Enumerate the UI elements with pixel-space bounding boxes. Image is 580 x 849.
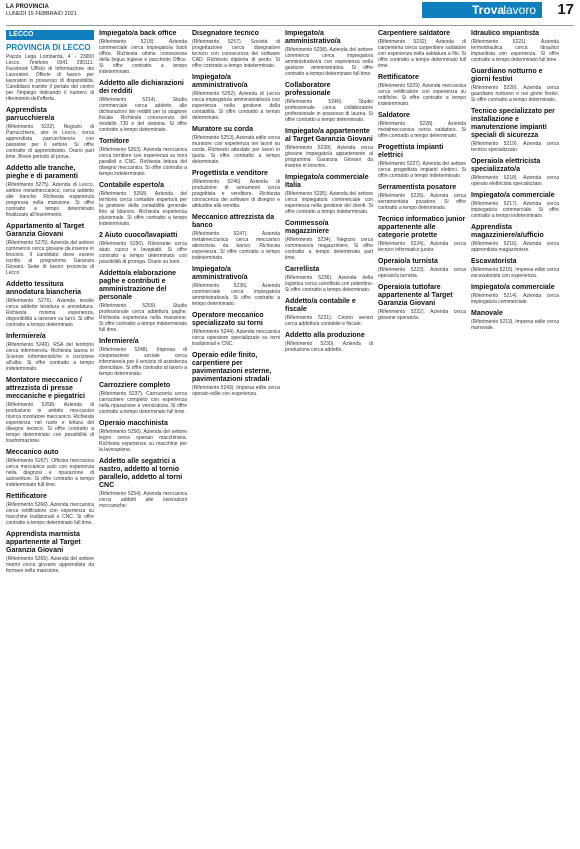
job-listing: [192, 312, 280, 347]
job-title: Carrellista: [285, 266, 320, 273]
job-title: Addetto tessitura annodatura biancheria: [6, 281, 82, 296]
job-title: Meccanico auto: [6, 449, 59, 456]
job-title: Tecnico specializzato per installazione e manutenzione impianti speciali di sicurezza: [471, 108, 555, 139]
job-description: (Riferimento 5222). Azienda cerca giovane operaio/a.: [378, 309, 466, 321]
job-description: (Riferimento 5256). Azienda del settore legno cerca operaio macchinista. Richiesta esperienza su macchine per la lavorazione.: [99, 429, 187, 453]
job-listing: [6, 223, 94, 276]
job-listing: [99, 232, 187, 265]
job-title: Impiegato/a commerciale: [471, 192, 555, 199]
job-title: Serramentista posatore: [378, 184, 457, 191]
job-listing: [285, 82, 373, 123]
job-description: (Riferimento 5239). Azienda cerca giovane impiegato/a appartenente al programma Garanzia Giovani da inserire in tirocinio.: [285, 145, 373, 169]
listing-column: [378, 30, 466, 845]
job-description: (Riferimento 5238). Azienda del settore commercio cerca impiegato/a amministrativo/a con esperienza nella gestione amministrativa. Si offre contratto a tempo determinato full time.: [285, 47, 373, 77]
job-description: (Riferimento 5266). Azienda meccanica cerca rettificatore con esperienza su macchine tradizionali e CNC. Si offre contratto a tempo determinato full time.: [6, 502, 94, 526]
listings-area: [6, 30, 574, 845]
job-description: (Riferimento 5250). Ristorante cerca aiuto cuoco e lavapiatti. Si offre contratto a tempo determinato con possibilità di proroga. Orario su turni.: [99, 241, 187, 265]
job-title: Operaio/a turnista: [378, 258, 438, 265]
job-description: (Riferimento 5240). Studio professionale cerca collaboratore professionale in possesso di laurea. Si offre contratto a tempo determinato.: [285, 99, 373, 123]
listing-column: [99, 30, 187, 845]
job-title: Guardiano notturno e giorni festivi: [471, 68, 543, 83]
job-listing: [6, 165, 94, 218]
job-listing: [192, 74, 280, 121]
job-description: (Riferimento 5254). Azienda meccanica cerca addetti alle lavorazioni meccaniche.: [99, 491, 187, 509]
brand-sub: lavoro: [503, 3, 536, 17]
job-listing: [285, 298, 373, 327]
job-listing: [99, 338, 187, 377]
job-description: (Riferimento 5232). Negozio di Parrucchiere, sito in Lecco, cerca apprendista parrucchiere/a con passione per il settore. Si offre contratto di apprendistato. Orario part time. Breve periodo di prova.: [6, 124, 94, 160]
job-description: (Riferimento 5246). Azienda di produzione di serramenti cerca progettista e venditore. Richiesta conoscenza dei software di disegno e attitudine alla vendita.: [192, 179, 280, 209]
job-description: (Riferimento 5221). Azienda termoidraulica cerca idraulico impiantista con esperienza. Si offre contratto a tempo determinato full time.: [471, 39, 559, 63]
job-listing: [99, 80, 187, 133]
job-listing: [192, 214, 280, 261]
header-rule: [6, 25, 574, 26]
job-description: (Riferimento 5213). Impresa edile cerca manovale.: [471, 319, 559, 331]
job-description: (Riferimento 5215). Impresa edile cerca escavatorista con esperienza.: [471, 267, 559, 279]
job-listing: [285, 174, 373, 215]
section-intro: Piazza Lega Lombarda, 4 - 23900 Lecco. Telefono 0341 295111. Facebook Ufficio di Informazione dei Lavoratori. Offerte di lavoro per lavoratori in possesso di disponibilità. Candidarsi tramite il portale del centro per l'impiego indicando il numero di riferimento dell'offerta.: [6, 54, 94, 102]
job-listing: [99, 382, 187, 415]
job-description: (Riferimento 5223). Azienda cerca operaio/a turnista.: [378, 267, 466, 279]
job-description: (Riferimento 5226). Azienda cerca serramentista posatore. Si offre contratto a tempo determinato.: [378, 193, 466, 211]
job-listing: [6, 377, 94, 444]
job-description: (Riferimento 5231). Centro servizi cerca addetto/a contabile e fiscale.: [285, 315, 373, 327]
job-title: Operatore meccanico specializzato su torni: [192, 312, 264, 327]
job-listing: [99, 420, 187, 453]
job-title: Disegnatore tecnico: [192, 30, 259, 37]
job-title: Apprendista magazziniere/a/ufficio: [471, 224, 544, 239]
job-title: Impiegato/a amministrativo/a: [192, 266, 248, 281]
job-description: (Riferimento 5230). Azienda di produzione cerca addetto.: [285, 341, 373, 353]
job-listing: [471, 258, 559, 279]
listing-column: [6, 30, 94, 845]
job-listing: [285, 220, 373, 261]
job-title: Infermiere/a: [6, 333, 46, 340]
job-title: Carpentiere saldatore: [378, 30, 450, 37]
job-description: (Riferimento 5257). Società di progettazione cerca disegnatore tecnico con conoscenza dei software CAD. Richiesto diploma di perito. Si offre contratto a tempo indeterminato.: [192, 39, 280, 69]
job-listing: [378, 284, 466, 321]
job-description: (Riferimento 5253). Azienda edile cerca muratore con esperienza nei lavori su corda. Richiesto attestato per lavori in quota. Si offre contratto a tempo determinato.: [192, 135, 280, 165]
job-title: Operaio edile finito, carpentiere per pavimentazioni esterne, pavimentazioni stradali: [192, 352, 272, 383]
job-description: (Riferimento 5259). Studio professionale cerca addetto/a paghe. Richiesta esperienza nella mansione. Si offre contratto a tempo indeterminato full time.: [99, 303, 187, 333]
job-description: (Riferimento 5214). Azienda cerca impiegato/a commerciale.: [471, 293, 559, 305]
job-listing: [471, 224, 559, 253]
job-title: Apprendista parrucchiere/a: [6, 107, 55, 122]
publication-info: [6, 4, 77, 18]
job-description: (Riferimento 5275). Azienda di Lecco, settore metalmeccanico, cerca addetto alle tranche. Richiesta esperienza pregressa nella mansione. Si offre contratto a tempo determinato finalizzato all'inserimento.: [6, 182, 94, 218]
job-title: Progettista impianti elettrici: [378, 144, 444, 159]
job-title: Operaio macchinista: [99, 420, 168, 427]
job-description: (Riferimento 5220). Azienda cerca guardiano notturno e nei giorni festivi. Si offre contratto a tempo determinato.: [471, 85, 559, 103]
job-listing: [285, 128, 373, 169]
job-listing: [6, 107, 94, 160]
job-listing: [378, 112, 466, 139]
job-title: Commesso/a magazziniere: [285, 220, 329, 235]
job-listing: [6, 333, 94, 372]
job-listing: [192, 30, 280, 69]
job-title: Escavatorista: [471, 258, 517, 265]
job-title: Apprendista marmista appartenente al Target Garanzia Giovani: [6, 531, 81, 554]
job-description: (Riferimento 5268). Azienda del territorio cerca contabile esperto/a per la gestione della contabilità generale fino al bilancio. Richiesta esperienza pluriennale. Si offre contratto a tempo indeterminato.: [99, 191, 187, 227]
job-description: (Riferimento 5218). Azienda commerciale cerca impiegato/a back office. Richiesta ottima conoscenza della lingua inglese e pacchetto Office. Si offre contratto a tempo indeterminato.: [99, 39, 187, 75]
publication-name: LA PROVINCIA: [6, 4, 49, 10]
job-description: (Riferimento 5243). Impresa edile cerca operaio edile con esperienza.: [192, 385, 280, 397]
job-listing: [99, 138, 187, 177]
job-description: (Riferimento 5217). Azienda cerca impiegato/a commerciale. Si offre contratto a tempo indeterminato.: [471, 201, 559, 219]
job-title: Addetto alle segatrici a nastro, addetto al tornio parallelo, addetto al torni CNC: [99, 458, 183, 489]
job-description: (Riferimento 5249). RSA del territorio cerca infermiere/a. Richiesta laurea in Scienze Infermieristiche e iscrizione all'albo. Si offre contratto a tempo indeterminato.: [6, 342, 94, 372]
job-listing: [99, 270, 187, 333]
job-description: (Riferimento 5236). Azienda commerciale cerca impiegato/a amministrativo/a. Si offre contratto a tempo determinato.: [192, 283, 280, 307]
job-description: (Riferimento 5247). Azienda metalmeccanica cerca meccanico attrezzista da banco. Richiesta esperienza. Si offre contratto a tempo indeterminato.: [192, 231, 280, 261]
job-listing: [192, 126, 280, 165]
job-listing: [471, 284, 559, 305]
publication-date: LUNEDÌ 15 FEBBRAIO 2021: [6, 11, 77, 17]
job-listing: [471, 30, 559, 63]
job-listing: [285, 30, 373, 77]
job-description: (Riferimento 5244). Azienda meccanica cerca operatore specializzato su torni tradizionali e CNC.: [192, 329, 280, 347]
job-title: Tornitore: [99, 138, 130, 145]
listing-column: [192, 30, 280, 845]
job-listing: [6, 493, 94, 526]
job-listing: [378, 216, 466, 253]
job-description: (Riferimento 5224). Azienda cerca tecnico informatico junior.: [378, 241, 466, 253]
section-label: LECCO: [6, 30, 94, 40]
job-title: Impiegato/a back office: [99, 30, 177, 37]
job-listing: [6, 531, 94, 574]
listing-column: [285, 30, 373, 845]
job-description: (Riferimento 5227). Azienda del settore cerca progettista impianti elettrici. Si offre contratto a tempo indeterminato.: [378, 161, 466, 179]
job-listing: [99, 182, 187, 227]
job-title: Impiegato/a amministrativo/a: [285, 30, 341, 45]
job-title: Progettista e venditore: [192, 170, 268, 177]
job-description: (Riferimento 5236). Azienda della logistica cerca carrellista con patentino. Si offre contratto a tempo determinato.: [285, 275, 373, 293]
job-title: Impiegato/a amministrativo/a: [192, 74, 248, 89]
job-description: (Riferimento 5248). Impresa di cooperazione sociale cerca infermiere/a per il servizio di assistenza domiciliare. Si offre contratto di lavoro a tempo determinato.: [99, 347, 187, 377]
job-title: Addetto alle dichiarazioni dei redditi: [99, 80, 184, 95]
job-title: Addetto/a contabile e fiscale: [285, 298, 356, 313]
job-title: Infermiere/a: [99, 338, 139, 345]
listing-columns: [6, 30, 574, 845]
job-listing: [378, 144, 466, 179]
job-title: Meccanico attrezzista da banco: [192, 214, 275, 229]
job-title: Impiegato/a appartenente al Target Garanzia Giovani: [285, 128, 373, 143]
job-description: (Riferimento 5218). Azienda cerca operaio elettricista specializzato.: [471, 175, 559, 187]
job-listing: [471, 108, 559, 153]
job-description: (Riferimento 5267). Officina meccanica cerca meccanico auto con esperienza nella diagnosi e riparazione di autovetture. Si offre contratto a tempo indeterminato full time.: [6, 458, 94, 488]
job-title: Manovale: [471, 310, 503, 317]
job-title: Addetto alle tranche, pieghe e di paramenti: [6, 165, 78, 180]
section-title: PROVINCIA DI LECCO: [6, 43, 91, 52]
job-title: Collaboratore professionale: [285, 82, 331, 97]
brand-main: Trova: [471, 3, 504, 17]
job-title: Contabile esperto/a: [99, 182, 164, 189]
job-description: (Riferimento 5235). Azienda del settore cerca impiegato/a commerciale con esperienza nella gestione dei clienti. Si offre contratto a tempo indeterminato.: [285, 191, 373, 215]
job-listing: [285, 266, 373, 293]
job-title: Idraulico impiantista: [471, 30, 540, 37]
job-title: Impiegato/a commerciale Italia: [285, 174, 369, 189]
job-description: (Riferimento 5228). Azienda metalmeccanica cerca saldatore. Si offre contratto a tempo determinato.: [378, 121, 466, 139]
job-listing: [471, 158, 559, 187]
job-title: 2 Aiuto cuoco/lavapiatti: [99, 232, 178, 239]
job-listing: [471, 310, 559, 331]
listing-column: [471, 30, 559, 845]
job-title: Operaio/a tuttofare appartenente al Target Garanzia Giovani: [378, 284, 453, 307]
job-listing: [99, 458, 187, 509]
job-listing: [192, 266, 280, 307]
job-listing: [6, 449, 94, 488]
job-listing: [192, 170, 280, 209]
job-description: (Riferimento 5263). Azienda meccanica cerca tornitore con esperienza su torni paralleli e CNC. Richiesta lettura del disegno meccanico. Si offre contratto a tempo indeterminato.: [99, 147, 187, 177]
job-description: (Riferimento 5232). Azienda di carpenteria cerca carpentiere saldatore con esperienza nella saldatura a filo. Si offre contratto a tempo determinato full time.: [378, 39, 466, 69]
job-description: (Riferimento 5275). Azienda del settore commercio cerca giovane da inserire in tirocinio. Il candidato deve essere iscritto al programma Garanzia Giovani. Sede di lavoro provincia di Lecco.: [6, 240, 94, 276]
job-listing: [192, 352, 280, 397]
job-title: Addetto/a elaborazione paghe e contributi e amministrazione del personale: [99, 270, 177, 301]
job-title: Carrozziere completo: [99, 382, 171, 389]
page-number: 17: [557, 1, 574, 18]
job-title: Operaio/a elettricista specializzato/a: [471, 158, 541, 173]
job-listing: [285, 332, 373, 353]
job-description: (Riferimento 5265). Azienda del settore marmi cerca giovane apprendista da formare nella mansione.: [6, 556, 94, 574]
job-description: (Riferimento 5216). Azienda cerca apprendista magazziniere.: [471, 241, 559, 253]
job-listing: [378, 74, 466, 107]
job-listing: [378, 258, 466, 279]
job-listing: [378, 184, 466, 211]
job-description: (Riferimento 5234). Negozio cerca commesso/a magazziniere. Si offre contratto a tempo determinato part time.: [285, 237, 373, 261]
job-description: (Riferimento 5229). Azienda meccanica cerca rettificatore con esperienza su rettifiche. Si offre contratto a tempo indeterminato.: [378, 83, 466, 107]
job-title: Rettificatore: [378, 74, 419, 81]
job-title: Tecnico informatico junior appartenente alle categorie protette: [378, 216, 466, 239]
page-header: [0, 0, 580, 30]
job-description: (Riferimento 5258). Azienda di produzione in ambito meccanico ricerca montatore meccanico. Richiesta esperienza nel ruolo e lettura del disegno tecnico. Si offre contratto a tempo determinato con possibilità di trasformazione.: [6, 402, 94, 444]
job-description: (Riferimento 5276). Azienda tessile cerca addetto tessitura e annodatura. Richiesta minima esperienza, disponibilità a lavorare su turni. Si offre contratto a tempo determinato.: [6, 298, 94, 328]
job-description: (Riferimento 5219). Azienda cerca tecnico specializzato.: [471, 141, 559, 153]
job-listing: [6, 281, 94, 328]
job-title: Rettificatore: [6, 493, 47, 500]
job-listing: [99, 30, 187, 75]
job-title: Muratore su corda: [192, 126, 254, 133]
job-listing: [471, 68, 559, 103]
job-title: Montatore meccanico / attrezzista di presse meccaniche e piegatrici: [6, 377, 85, 400]
job-title: Addetto alla produzione: [285, 332, 365, 339]
job-description: (Riferimento 5252). Azienda di Lecco cerca impiegato/a amministrativo/a con esperienza nella gestione della contabilità. Si offre contratto a tempo determinato.: [192, 91, 280, 121]
job-description: (Riferimento 5214). Studio commerciale cerca addetto alle dichiarazioni dei redditi per la stagione fiscale. Richiesta conoscenza del modello 730 e del sistema. Si offre contratto a tempo determinato.: [99, 97, 187, 133]
job-listing: [471, 192, 559, 219]
job-title: Impiegato/a commerciale: [471, 284, 555, 291]
job-description: (Riferimento 5237). Carrozzeria cerca carrozziere completo con esperienza nella riparazione e verniciatura. Si offre contratto a tempo determinato full time.: [99, 391, 187, 415]
job-title: Saldatore: [378, 112, 410, 119]
job-title: Appartamento al Target Garanzia Giovani: [6, 223, 85, 238]
job-listing: [378, 30, 466, 69]
